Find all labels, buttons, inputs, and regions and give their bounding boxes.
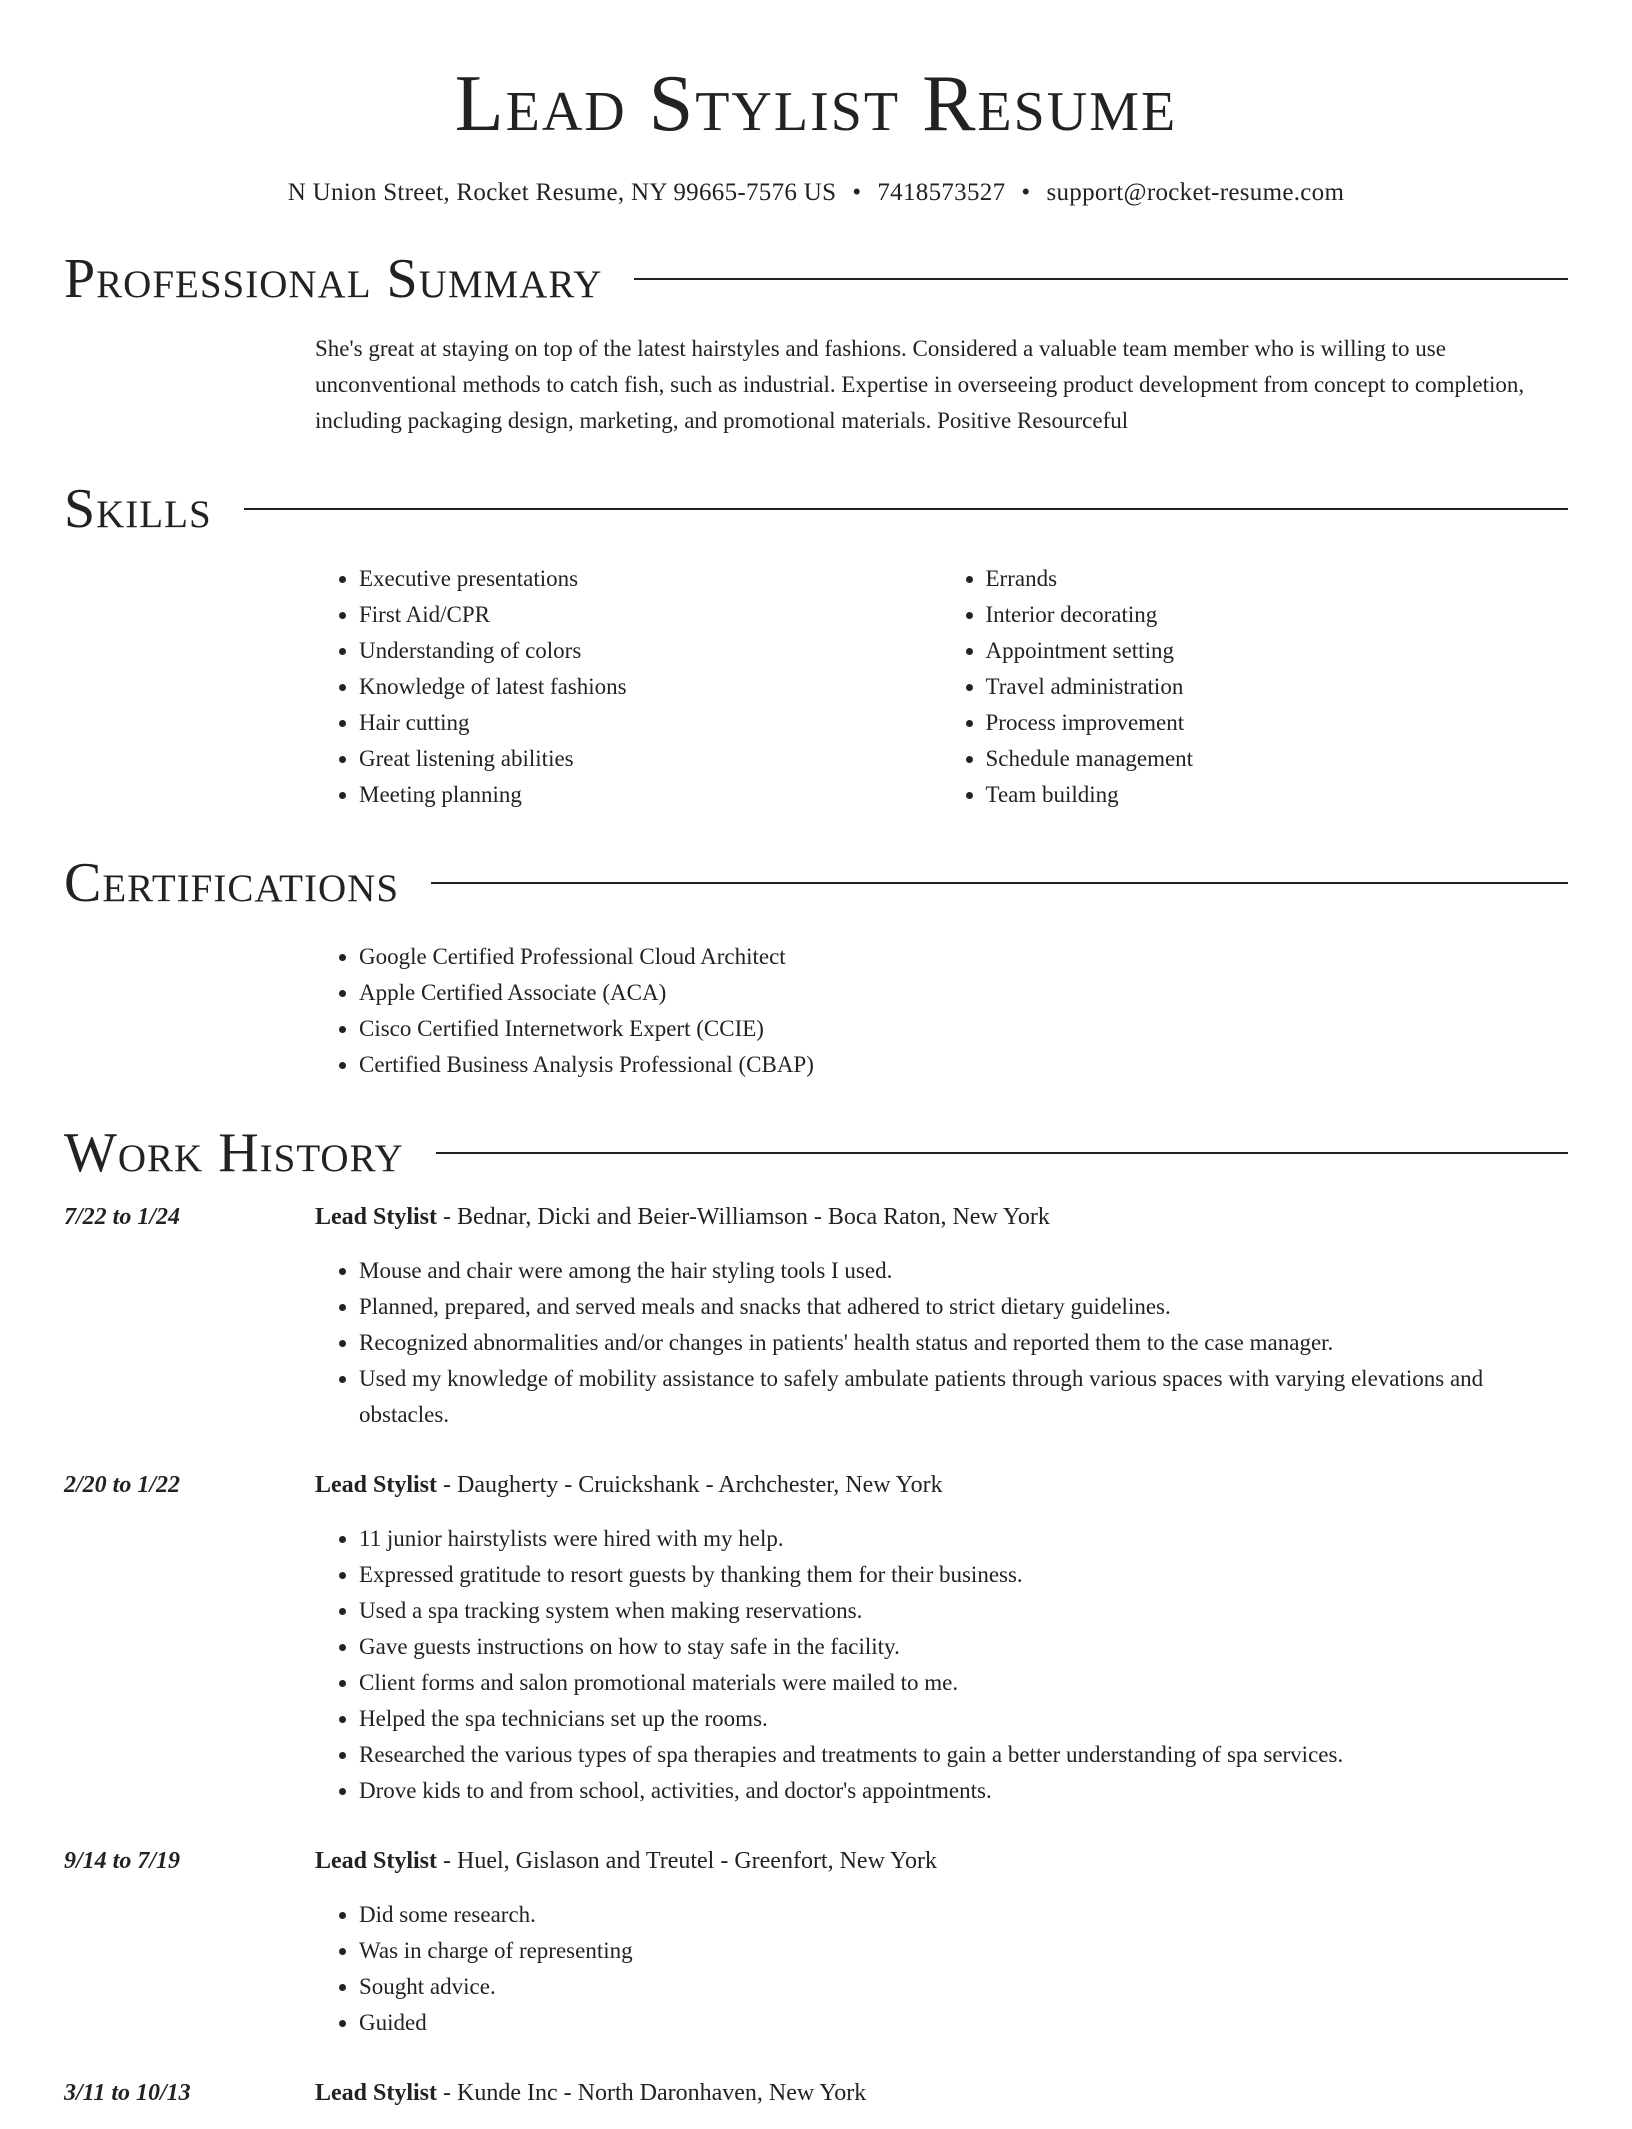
certification-item: • Google Certified Professional Cloud Architect: [359, 939, 1568, 975]
job-role: Lead Stylist: [315, 1204, 438, 1230]
skill-item: • Interior decorating: [986, 597, 1569, 633]
skill-item: • Great listening abilities: [359, 741, 942, 777]
job-bullet: • Researched the various types of spa therapies and treatments to gain a better understanding of spa services.: [359, 1737, 1568, 1773]
job-entry: [64, 1843, 1568, 2041]
job-bullet: • Drove kids to and from school, activities, and doctor's appointments.: [359, 1773, 1568, 1809]
certification-item: • Certified Business Analysis Professional (CBAP): [359, 1047, 1568, 1083]
job-bullet: • Gave guests instructions on how to stay safe in the facility.: [359, 1629, 1568, 1665]
job-role: Lead Stylist: [315, 2080, 438, 2106]
skills-grid: [315, 561, 1568, 813]
job-bullets: [315, 1897, 1568, 2041]
job-bullet: • Did some research.: [359, 1897, 1568, 1933]
job-body: [315, 1199, 1568, 1433]
job-dates: 3/11 to 10/13: [64, 2080, 191, 2106]
job-headline: [315, 1199, 1568, 1235]
job-bullet: • Planned, prepared, and served meals and snacks that adhered to strict dietary guidelines.: [359, 1289, 1568, 1325]
skill-item: • Team building: [986, 777, 1569, 813]
skill-item: • Meeting planning: [359, 777, 942, 813]
skills-heading: Skills: [64, 478, 212, 540]
job-dates: 2/20 to 1/22: [64, 1472, 181, 1498]
skill-item: • Process improvement: [986, 705, 1569, 741]
job-employer: - Kunde Inc - North Daronhaven, New York: [437, 2080, 867, 2106]
job-bullet: • Expressed gratitude to resort guests by thanking them for their business.: [359, 1557, 1568, 1593]
job-role: Lead Stylist: [315, 1472, 438, 1498]
job-bullet: • Recognized abnormalities and/or changes in patients' health status and reported them to the case manager.: [359, 1325, 1568, 1361]
section-divider: [244, 508, 1568, 510]
job-dates: 9/14 to 7/19: [64, 1848, 181, 1874]
skill-item: • Errands: [986, 561, 1569, 597]
job-headline: [315, 2075, 1568, 2111]
work-heading: Work History: [64, 1122, 404, 1184]
job-bullets: [315, 1521, 1568, 1809]
section-divider: [634, 278, 1568, 280]
job-role: Lead Stylist: [315, 1848, 438, 1874]
resume-title: Lead Stylist Resume: [454, 60, 1178, 148]
job-employer: - Daugherty - Cruickshank - Archchester, New York: [437, 1472, 943, 1498]
contact-line: [64, 177, 1568, 209]
skill-item: • Appointment setting: [986, 633, 1569, 669]
job-bullet: • Client forms and salon promotional materials were mailed to me.: [359, 1665, 1568, 1701]
certifications-list: [315, 939, 1568, 1083]
job-headline: [315, 1467, 1568, 1503]
contact-separator: •: [852, 179, 862, 206]
job-entry: [64, 1199, 1568, 1433]
section-divider: [436, 1152, 1568, 1154]
certification-item: • Apple Certified Associate (ACA): [359, 975, 1568, 1011]
contact-separator: •: [1021, 179, 1031, 206]
work-section-header: [64, 1123, 1568, 1183]
job-bullet: • Mouse and chair were among the hair styling tools I used.: [359, 1253, 1568, 1289]
skill-item: • Hair cutting: [359, 705, 942, 741]
summary-text: She's great at staying on top of the latest hairstyles and fashions. Considered a valuable team member who is willing to use unconventional methods to catch fish, such as industrial. Expertise in overseeing product development from concept to completion, including packaging design, marketing, and promotional materials. Positive Resourceful: [315, 336, 1525, 433]
job-bullet: • Used a spa tracking system when making reservations.: [359, 1593, 1568, 1629]
job-employer: - Huel, Gislason and Treutel - Greenfort, New York: [437, 1848, 937, 1874]
summary-section-header: [64, 249, 1568, 309]
skill-item: • Executive presentations: [359, 561, 942, 597]
contact-phone: 7418573527: [877, 179, 1006, 206]
job-bullet: • 11 junior hairstylists were hired with my help.: [359, 1521, 1568, 1557]
job-bullet: • Helped the spa technicians set up the rooms.: [359, 1701, 1568, 1737]
skills-right-list: [942, 561, 1569, 813]
skill-item: • Schedule management: [986, 741, 1569, 777]
section-divider: [431, 882, 1568, 884]
skills-left-list: [315, 561, 942, 813]
job-entry: [64, 2075, 1568, 2129]
summary-heading: Professional Summary: [64, 248, 603, 310]
job-bullet: • Guided: [359, 2005, 1568, 2041]
certifications-heading: Certifications: [64, 852, 400, 914]
job-bullet: • Was in charge of representing: [359, 1933, 1568, 1969]
certifications-section-header: [64, 853, 1568, 913]
job-bullets: [315, 1253, 1568, 1433]
job-body: [315, 2075, 1568, 2129]
job-dates: 7/22 to 1/24: [64, 1204, 181, 1230]
certifications-list-wrap: [315, 939, 1568, 1083]
skill-item: • First Aid/CPR: [359, 597, 942, 633]
job-bullet: • Used my knowledge of mobility assistance to safely ambulate patients through various spaces with varying elevations and obstacles.: [359, 1361, 1568, 1433]
job-entry: [64, 1467, 1568, 1809]
certification-item: • Cisco Certified Internetwork Expert (CCIE): [359, 1011, 1568, 1047]
job-bullet: • Sought advice.: [359, 1969, 1568, 2005]
job-body: [315, 1467, 1568, 1809]
skills-section-header: [64, 479, 1568, 539]
job-headline: [315, 1843, 1568, 1879]
skill-item: • Understanding of colors: [359, 633, 942, 669]
job-employer: - Bednar, Dicki and Beier-Williamson - Boca Raton, New York: [437, 1204, 1050, 1230]
job-body: [315, 1843, 1568, 2041]
contact-address: N Union Street, Rocket Resume, NY 99665-7576 US: [287, 179, 837, 206]
skill-item: • Knowledge of latest fashions: [359, 669, 942, 705]
skill-item: • Travel administration: [986, 669, 1569, 705]
contact-email: support@rocket-resume.com: [1046, 179, 1345, 206]
